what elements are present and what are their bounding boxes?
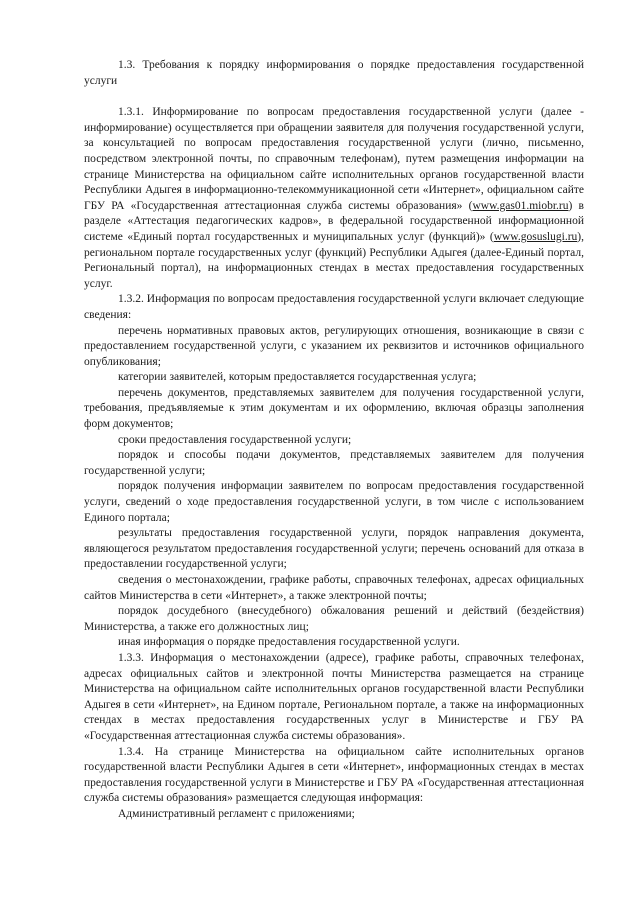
- paragraph-1-3-1: [84, 105, 584, 292]
- list-item: порядок получения информации заявителем по вопросам предоставления государственной услуги, сведений о ходе предоставления государственной услуги, в том числе с использованием Единого портала;: [84, 480, 584, 524]
- list-item: перечень документов, представляемых заявителем для получения государственной услуги, требования, предъявляемые к этим документам и их оформлению, включая образцы заполнения форм документов;: [84, 386, 584, 431]
- list-item: перечень нормативных правовых актов, регулирующих отношения, возникающие в связи с предоставлением государственной услуги, с указанием их реквизитов и источников официального опубликования;: [84, 324, 584, 368]
- paragraph-1-3-2: 1.3.2. Информация по вопросам предоставления государственной услуги включает следующие сведения:: [84, 293, 584, 321]
- text-segment: ) в разделе «Аттестация педагогических кадров», в федеральной государственной информационной системе «Единый портал государственных и муниципальных услуг (функций)» (: [84, 199, 584, 243]
- link-gas01[interactable]: www.gas01.miobr.ru: [472, 199, 569, 212]
- list-item: порядок досудебного (внесудебного) обжалования решений и действий (бездействия) Министерства, а также его должностных лиц;: [84, 605, 584, 633]
- spacer: [84, 89, 584, 105]
- list-item: категории заявителей, которым предоставляется государственная услуга;: [118, 371, 477, 384]
- list-item: сведения о местонахождении, графике работы, справочных телефонах, адресах официальных сайтов Министерства в сети «Интернет», а также электронной почты;: [84, 574, 584, 602]
- list-item: сроки предоставления государственной услуги;: [118, 433, 352, 446]
- paragraph-last: Административный регламент с приложениями;: [118, 807, 355, 820]
- paragraph-1-3-3: 1.3.3. Информация о местонахождении (адресе), графике работы, справочных телефонах, адресах официальных сайтов и электронной почты Министерства размещается на странице Министерства на официальном сайте исполнительных органов государственной власти Республики Адыгея в сети «Интернет», на Едином портале, Региональном портале, а также на информационных стендах в местах предоставления государственных услуг в Министерстве и ГБУ РА «Государственная аттестационная служба системы образования».: [84, 651, 584, 742]
- text-segment: 1.3.1. Информирование по вопросам предоставления государственной услуги (далее - информирование) осуществляется при обращении заявителя для получения государственной услуги, за консультацией по вопросам предоставления государственной услуги (лично, письменно, посредством электронной почты, по справочным телефонам), путем размещения информации на странице Министерства на официальном сайте исполнительных органов государственной власти Республики Адыгея в информационно-телекоммуникационной сети «Интернет», официальном сайте ГБУ РА «Государственная аттестационная служба системы образования» (: [84, 106, 584, 212]
- list-item: иная информация о порядке предоставления государственной услуги.: [118, 636, 460, 649]
- section-heading: 1.3. Требования к порядку информирования о порядке предоставления государственной услуги: [84, 59, 584, 87]
- list-item: результаты предоставления государственной услуги, порядок направления документа, являющегося результатом предоставления государственной услуги; перечень оснований для отказа в предоставлении государственной услуги;: [84, 527, 584, 571]
- text-segment: ), региональном портале государственных услуг (функций) Республики Адыгея (далее-Единый портал, Региональный портал), на информационных стендах в местах предоставления государственных услуг.: [84, 230, 584, 290]
- link-gosuslugi[interactable]: www.gosuslugi.ru: [493, 230, 578, 243]
- paragraph-1-3-4: 1.3.4. На странице Министерства на официальном сайте исполнительных органов государственной власти Республики Адыгея в сети «Интернет», информационных стендах в местах предоставления государственной услуги в Министерстве и ГБУ РА «Государственная аттестационная служба системы образования» размещается следующая информация:: [84, 745, 584, 805]
- list-item: порядок и способы подачи документов, представляемых заявителем для получения государственной услуги;: [84, 449, 584, 477]
